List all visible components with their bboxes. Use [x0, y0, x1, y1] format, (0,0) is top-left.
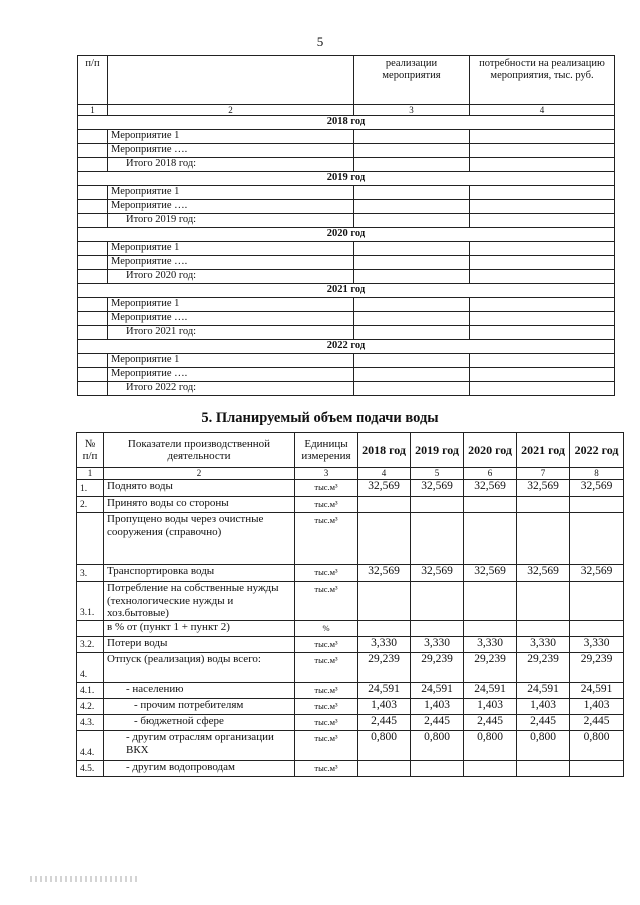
measure-name: Мероприятие 1 [108, 186, 354, 200]
row-number [78, 368, 108, 382]
measure-cell [354, 130, 470, 144]
data-row [77, 731, 624, 761]
value-cell: 29,239 [358, 653, 411, 683]
unit-cell: тыс.м³ [295, 637, 358, 653]
value-cell: 32,569 [517, 565, 570, 582]
row-number: 3. [77, 565, 104, 582]
value-cell: 3,330 [517, 637, 570, 653]
value-cell: 0,800 [464, 731, 517, 761]
measure-name: Итого 2021 год: [108, 326, 354, 340]
row-number [78, 130, 108, 144]
value-cell: 32,569 [464, 480, 517, 497]
measure-row [78, 130, 615, 144]
measure-cell [354, 158, 470, 172]
value-cell: 32,569 [517, 480, 570, 497]
column-number: 6 [464, 468, 517, 480]
value-cell: 24,591 [358, 683, 411, 699]
value-cell: 24,591 [464, 683, 517, 699]
value-cell [570, 621, 624, 637]
measure-cell [354, 256, 470, 270]
value-cell [411, 497, 464, 513]
year-row [78, 340, 615, 354]
measure-cell [470, 368, 615, 382]
value-cell: 1,403 [517, 699, 570, 715]
value-cell [358, 761, 411, 777]
column-number: 3 [354, 105, 470, 116]
value-cell: 2,445 [358, 715, 411, 731]
row-number [78, 214, 108, 228]
header-year: 2020 год [464, 433, 517, 468]
row-number: 1. [77, 480, 104, 497]
measure-row [78, 368, 615, 382]
header-num: № п/п [77, 433, 104, 468]
value-cell [517, 761, 570, 777]
row-number [78, 298, 108, 312]
value-cell [411, 582, 464, 621]
measure-name: Мероприятие …. [108, 144, 354, 158]
measure-row [78, 326, 615, 340]
measure-name: Мероприятие …. [108, 256, 354, 270]
measure-cell [470, 130, 615, 144]
row-number: 4.1. [77, 683, 104, 699]
value-cell: 32,569 [570, 565, 624, 582]
value-cell: 24,591 [517, 683, 570, 699]
data-row [77, 513, 624, 565]
indicator-name: - населению [104, 683, 295, 699]
row-number: 3.2. [77, 637, 104, 653]
measure-cell [354, 382, 470, 396]
measure-name: Итого 2020 год: [108, 270, 354, 284]
value-cell: 32,569 [464, 565, 517, 582]
measure-row [78, 298, 615, 312]
measure-name: Мероприятие 1 [108, 298, 354, 312]
measure-cell [470, 298, 615, 312]
header-indicator: Показатели производственной деятельности [104, 433, 295, 468]
year-row [78, 228, 615, 242]
measure-name: Мероприятие …. [108, 312, 354, 326]
row-number: 4.3. [77, 715, 104, 731]
value-cell [570, 582, 624, 621]
column-number: 2 [108, 105, 354, 116]
value-cell [517, 497, 570, 513]
row-number [78, 270, 108, 284]
indicator-name: Принято воды со стороны [104, 497, 295, 513]
measure-name: Мероприятие 1 [108, 354, 354, 368]
measure-name: Итого 2018 год: [108, 158, 354, 172]
value-cell: 29,239 [517, 653, 570, 683]
measure-cell [354, 186, 470, 200]
year-label: 2022 год [78, 340, 615, 354]
row-number [78, 200, 108, 214]
data-row [77, 683, 624, 699]
column-number: 2 [104, 468, 295, 480]
header-cell: реализации мероприятия [354, 56, 470, 105]
indicator-name: Отпуск (реализация) воды всего: [104, 653, 295, 683]
value-cell: 2,445 [411, 715, 464, 731]
value-cell: 0,800 [358, 731, 411, 761]
measure-row [78, 186, 615, 200]
unit-cell: тыс.м³ [295, 480, 358, 497]
value-cell: 0,800 [570, 731, 624, 761]
header-year: 2018 год [358, 433, 411, 468]
page-number: 5 [316, 34, 324, 49]
column-number: 7 [517, 468, 570, 480]
row-number [77, 513, 104, 565]
unit-cell: тыс.м³ [295, 497, 358, 513]
measure-cell [354, 200, 470, 214]
value-cell: 32,569 [358, 480, 411, 497]
row-number [78, 382, 108, 396]
value-cell: 32,569 [411, 480, 464, 497]
row-number [77, 621, 104, 637]
measure-cell [470, 200, 615, 214]
row-number [78, 186, 108, 200]
measure-cell [470, 242, 615, 256]
value-cell [411, 513, 464, 565]
measure-cell [470, 214, 615, 228]
indicator-name: в % от (пункт 1 + пункт 2) [104, 621, 295, 637]
measure-cell [354, 214, 470, 228]
column-number-row [77, 468, 624, 480]
header-cell [108, 56, 354, 105]
measure-cell [470, 158, 615, 172]
indicator-name: Поднято воды [104, 480, 295, 497]
data-row [77, 653, 624, 683]
row-number [78, 256, 108, 270]
header-year: 2019 год [411, 433, 464, 468]
measure-name: Мероприятие 1 [108, 130, 354, 144]
header-row [77, 433, 624, 468]
measures-table [77, 55, 615, 396]
value-cell [517, 513, 570, 565]
value-cell: 24,591 [570, 683, 624, 699]
measure-row [78, 256, 615, 270]
measure-row [78, 312, 615, 326]
value-cell [464, 761, 517, 777]
column-number: 1 [78, 105, 108, 116]
measure-row [78, 382, 615, 396]
header-year: 2022 год [570, 433, 624, 468]
row-number [78, 326, 108, 340]
header-cell: п/п [78, 56, 108, 105]
row-number [78, 312, 108, 326]
indicator-name: - другим водопроводам [104, 761, 295, 777]
value-cell [358, 497, 411, 513]
value-cell: 29,239 [411, 653, 464, 683]
value-cell [358, 513, 411, 565]
value-cell: 2,445 [570, 715, 624, 731]
row-number [78, 242, 108, 256]
column-number: 4 [358, 468, 411, 480]
value-cell [464, 497, 517, 513]
row-number: 4.5. [77, 761, 104, 777]
measure-name: Итого 2019 год: [108, 214, 354, 228]
value-cell: 1,403 [464, 699, 517, 715]
measure-cell [470, 186, 615, 200]
scan-smudge [30, 876, 140, 882]
value-cell: 1,403 [411, 699, 464, 715]
value-cell [358, 582, 411, 621]
data-row [77, 637, 624, 653]
value-cell: 3,330 [570, 637, 624, 653]
unit-cell: % [295, 621, 358, 637]
value-cell [358, 621, 411, 637]
value-cell: 3,330 [411, 637, 464, 653]
indicator-name: Потребление на собственные нужды (технологические нужды и хоз.бытовые) [104, 582, 295, 621]
indicator-name: Потери воды [104, 637, 295, 653]
unit-cell: тыс.м³ [295, 683, 358, 699]
unit-cell: тыс.м³ [295, 761, 358, 777]
measure-cell [470, 312, 615, 326]
row-number: 3.1. [77, 582, 104, 621]
measure-cell [354, 144, 470, 158]
unit-cell: тыс.м³ [295, 699, 358, 715]
year-row [78, 172, 615, 186]
unit-cell: тыс.м³ [295, 565, 358, 582]
header-cell: потребности на реализацию мероприятия, тыс. руб. [470, 56, 615, 105]
row-number [78, 158, 108, 172]
data-row [77, 761, 624, 777]
header-unit: Единицы измерения [295, 433, 358, 468]
measure-name: Мероприятие …. [108, 368, 354, 382]
value-cell [464, 582, 517, 621]
measure-row [78, 200, 615, 214]
value-cell: 32,569 [358, 565, 411, 582]
value-cell [411, 621, 464, 637]
indicator-name: Пропущено воды через очистные сооружения (справочно) [104, 513, 295, 565]
indicator-name: - прочим потребителям [104, 699, 295, 715]
measure-row [78, 354, 615, 368]
measure-cell [354, 326, 470, 340]
unit-cell: тыс.м³ [295, 731, 358, 761]
measure-row [78, 270, 615, 284]
water-supply-table [76, 432, 624, 777]
measure-cell [470, 354, 615, 368]
row-number: 2. [77, 497, 104, 513]
value-cell: 0,800 [517, 731, 570, 761]
data-row [77, 699, 624, 715]
value-cell: 1,403 [358, 699, 411, 715]
measure-cell [354, 312, 470, 326]
column-number: 1 [77, 468, 104, 480]
column-number: 5 [411, 468, 464, 480]
value-cell: 2,445 [464, 715, 517, 731]
value-cell: 3,330 [464, 637, 517, 653]
row-number: 4.2. [77, 699, 104, 715]
value-cell: 3,330 [358, 637, 411, 653]
row-number: 4. [77, 653, 104, 683]
data-row [77, 480, 624, 497]
value-cell [411, 761, 464, 777]
column-number: 4 [470, 105, 615, 116]
measure-name: Мероприятие 1 [108, 242, 354, 256]
data-row [77, 497, 624, 513]
value-cell [464, 621, 517, 637]
row-number: 4.4. [77, 731, 104, 761]
measure-cell [470, 270, 615, 284]
value-cell [517, 582, 570, 621]
row-number [78, 144, 108, 158]
measure-row [78, 242, 615, 256]
header-row [78, 56, 615, 105]
measure-cell [354, 354, 470, 368]
value-cell: 24,591 [411, 683, 464, 699]
value-cell [570, 761, 624, 777]
section-title: 5. Планируемый объем подачи воды [201, 410, 439, 426]
indicator-name: - другим отраслям организации ВКХ [104, 731, 295, 761]
data-row [77, 582, 624, 621]
column-number: 8 [570, 468, 624, 480]
value-cell [570, 497, 624, 513]
measure-cell [354, 368, 470, 382]
measure-row [78, 144, 615, 158]
measure-cell [354, 270, 470, 284]
measure-cell [470, 144, 615, 158]
year-row [78, 284, 615, 298]
unit-cell: тыс.м³ [295, 653, 358, 683]
indicator-name: Транспортировка воды [104, 565, 295, 582]
measure-row [78, 214, 615, 228]
measure-cell [470, 382, 615, 396]
year-label: 2020 год [78, 228, 615, 242]
header-year: 2021 год [517, 433, 570, 468]
measure-name: Мероприятие …. [108, 200, 354, 214]
year-label: 2019 год [78, 172, 615, 186]
measure-cell [354, 242, 470, 256]
year-label: 2018 год [78, 116, 615, 130]
value-cell: 29,239 [464, 653, 517, 683]
unit-cell: тыс.м³ [295, 715, 358, 731]
data-row [77, 565, 624, 582]
measure-row [78, 158, 615, 172]
value-cell: 2,445 [517, 715, 570, 731]
data-row [77, 715, 624, 731]
measure-cell [470, 326, 615, 340]
year-label: 2021 год [78, 284, 615, 298]
measure-name: Итого 2022 год: [108, 382, 354, 396]
value-cell [464, 513, 517, 565]
value-cell: 32,569 [570, 480, 624, 497]
value-cell: 0,800 [411, 731, 464, 761]
year-row [78, 116, 615, 130]
measure-cell [354, 298, 470, 312]
column-number-row [78, 105, 615, 116]
unit-cell: тыс.м³ [295, 513, 358, 565]
unit-cell: тыс.м³ [295, 582, 358, 621]
indicator-name: - бюджетной сфере [104, 715, 295, 731]
value-cell [517, 621, 570, 637]
value-cell: 32,569 [411, 565, 464, 582]
value-cell: 29,239 [570, 653, 624, 683]
value-cell: 1,403 [570, 699, 624, 715]
row-number [78, 354, 108, 368]
measure-cell [470, 256, 615, 270]
column-number: 3 [295, 468, 358, 480]
value-cell [570, 513, 624, 565]
data-row [77, 621, 624, 637]
